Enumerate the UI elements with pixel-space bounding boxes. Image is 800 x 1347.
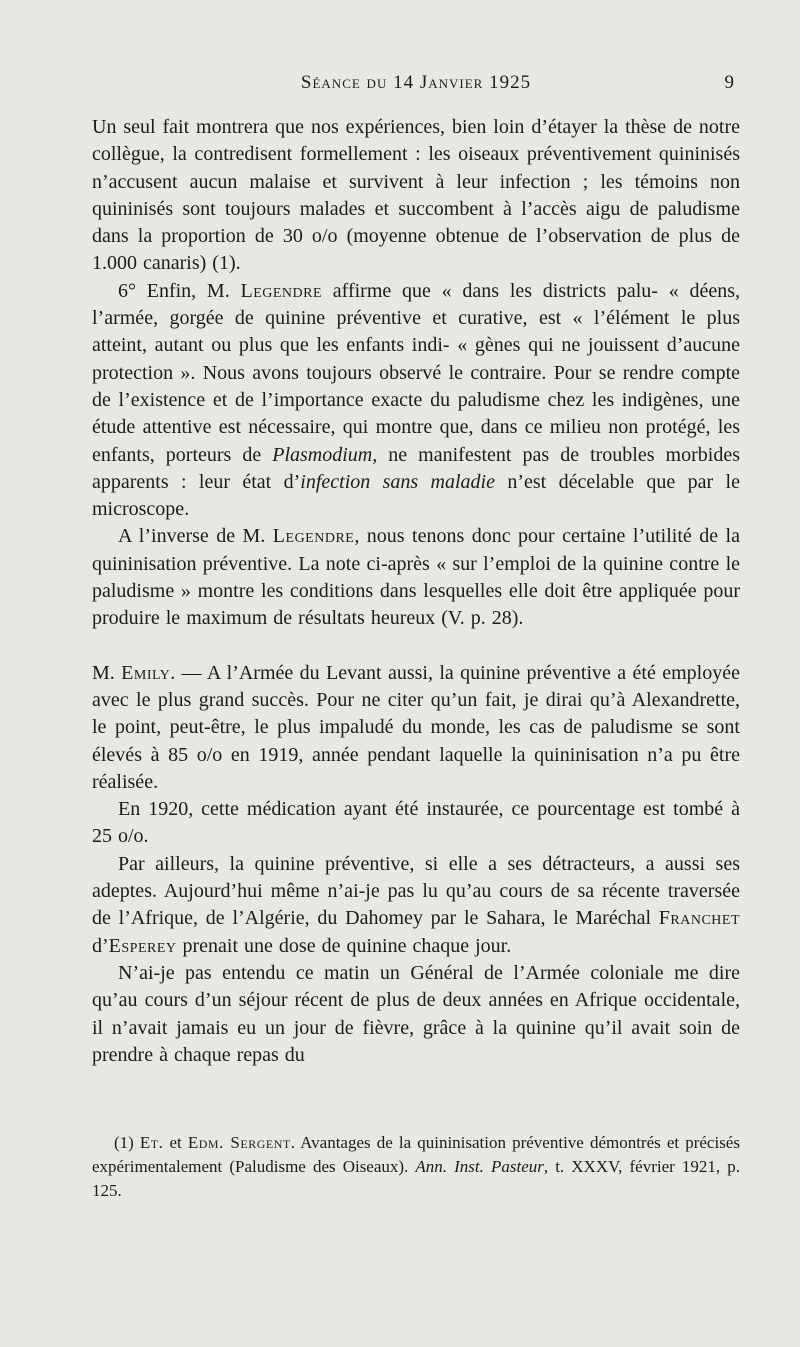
text-run: n’est décelable que par le microscope. xyxy=(92,470,740,521)
text-run: , ne manifestent pas de troubles morbides apparents : leur état d’ xyxy=(92,443,740,493)
text-run: M. xyxy=(92,661,122,684)
running-title: Séance du 14 Janvier 1925 xyxy=(300,72,532,93)
author-name: Legendre xyxy=(240,279,323,302)
italic-term: infection sans maladie xyxy=(300,470,495,493)
person-name: Franchet xyxy=(658,907,740,930)
footnote-1 xyxy=(92,1131,740,1203)
text-run: , t. XXXV, février 1921, p. 125. xyxy=(92,1157,740,1200)
page-header xyxy=(92,72,740,100)
paragraph-3 xyxy=(92,523,740,632)
text-run: A l’inverse de M. xyxy=(118,525,273,548)
journal-title: Ann. Inst. Pasteur xyxy=(415,1157,544,1176)
paragraph-4 xyxy=(92,660,740,796)
text-run: , nous tenons donc pour certaine l’utilité de la quininisation préventive. La note ci-après « sur l’emploi de la quinine contre le paludisme » montre les conditions dans lesquelles elle doit être appliquée pour produire le maximum de résultats heureux (V. p. 28). xyxy=(92,525,740,630)
italic-term: Plasmodium xyxy=(272,443,373,466)
author-name: Legendre xyxy=(272,525,355,548)
author-name: Et. xyxy=(139,1133,164,1152)
text-run: . — A l’Armée du Levant aussi, la quinine préventive a été employée avec le plus grand succès. Pour ne citer qu’un fait, je dirai qu’à Alexandrette, le point, peut-être, le plus impaludé du monde, les cas de paludisme se sont élevés à 85 o/o en 1919, année pendant laquelle la quininisation n’a pu être réalisée. xyxy=(92,661,740,793)
text-run: Par ailleurs, la quinine préventive, si elle a ses détracteurs, a aussi ses adeptes. Aujourd’hui même n’ai-je pas lu qu’au cours de sa récente traversée de l’Afrique, de l’Algérie, du Dahomey par le Sahara, le Maréchal xyxy=(92,852,740,930)
person-name: Esperey xyxy=(108,934,177,957)
main-text xyxy=(92,114,740,1069)
paragraph-7: N’ai-je pas entendu ce matin un Général de l’Armée coloniale me dire qu’au cours d’un séjour récent de plus de deux années en Afrique occidentale, il n’avait jamais eu un jour de fièvre, grâce à la quinine qu’il avait soin de prendre à chaque repas du xyxy=(92,961,740,1066)
page-number: 9 xyxy=(724,72,734,93)
paragraph-6 xyxy=(92,851,740,960)
footnote-marker: (1) xyxy=(114,1133,140,1152)
text-run: d’ xyxy=(92,934,109,957)
text-run: prenait une dose de quinine chaque jour. xyxy=(176,934,512,957)
paragraph-2 xyxy=(92,278,740,524)
text-run: 6° Enfin, M. xyxy=(118,279,241,302)
footnote xyxy=(92,1131,740,1203)
author-name: Edm. Sergent xyxy=(187,1133,291,1152)
text-run: . Avantages de la quininisation préventive démontrés et précisés expérimentalement (Paludisme des Oiseaux). xyxy=(92,1133,740,1176)
paragraph-5: En 1920, cette médication ayant été instaurée, ce pourcentage est tombé à 25 o/o. xyxy=(92,798,740,848)
text-run: et xyxy=(163,1133,188,1152)
paragraph-1: Un seul fait montrera que nos expériences, bien loin d’étayer la thèse de notre collègue, la contredisent formellement : les oiseaux préventivement quininisés n’accusent aucun malaise et survivent à leur infection ; les témoins non quininisés sont toujours malades et succombent à l’accès aigu de paludisme dans la proportion de 30 o/o (moyenne obtenue de l’observation de plus de 1.000 canaris) (1). xyxy=(92,116,740,275)
speaker-name: Emily xyxy=(121,661,171,684)
text-run: affirme que « dans les districts palu- « déens, l’armée, gorgée de quinine préventive et curative, est « l’élément le plus atteint, autant ou plus que les enfants indi- « gènes qui ne jouissent d’aucune protection ». Nous avons toujours observé le contraire. Pour se rendre compte de l’existence et de l’importance exacte du paludisme chez les indigènes, une étude attentive est nécessaire, qui montre que, dans ce milieu non protégé, les enfants, porteurs de xyxy=(92,279,741,466)
